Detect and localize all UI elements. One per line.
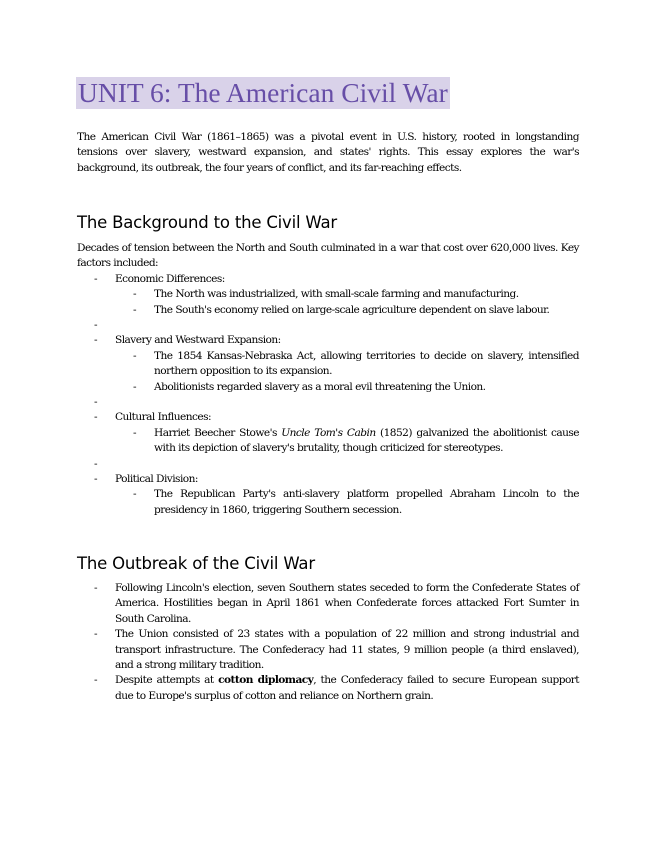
intro-paragraph — [77, 130, 579, 176]
sub-list — [77, 349, 579, 395]
intro-text: The American Civil War (1861–1865) was a pivotal event in U.S. history, rooted in longstanding tensions over slavery, westward expansion, and states' rights. This essay explores the war's background, its outbreak, the four years of conflict, and its far-reaching effects. — [77, 131, 579, 174]
list-item: - Following Lincoln's election, seven Southern states seceded to form the Confederate States of America. Hostilities began in April 1861 when Confederate forces attacked Fort Sumter in South Carolina. — [77, 581, 579, 627]
list-item: - The 1854 Kansas-Nebraska Act, allowing territories to decide on slavery, intensified northern opposition to its expansion. — [77, 349, 579, 380]
factor-slavery — [77, 333, 579, 395]
factor-label: Slavery and Westward Expansion: — [115, 334, 281, 347]
factor-political — [77, 472, 579, 518]
factor-economic — [77, 272, 579, 318]
list-item: - The Republican Party's anti-slavery platform propelled Abraham Lincoln to the presidency in 1860, triggering Southern secession. — [77, 487, 579, 518]
item-text: Harriet Beecher Stowe's — [154, 426, 282, 439]
factor-label: Economic Differences: — [115, 272, 225, 285]
list-item: - The Union consisted of 23 states with a population of 22 million and strong industrial and transport infrastructure. The Confederacy had 11 states, 9 million people (a third enslaved), and a strong military tradition. — [77, 627, 579, 673]
factor-cultural — [77, 410, 579, 456]
list-item: - The South's economy relied on large-scale agriculture dependent on slave labour. — [77, 303, 579, 318]
background-section — [77, 241, 579, 518]
section-heading-background: The Background to the Civil War — [77, 213, 337, 232]
list-item — [77, 673, 579, 704]
outbreak-section — [77, 581, 579, 704]
sub-list — [77, 287, 579, 318]
page-title: UNIT 6: The American Civil War — [78, 77, 448, 108]
list-item: - Abolitionists regarded slavery as a moral evil threatening the Union. — [77, 380, 579, 395]
list-item — [77, 426, 579, 457]
book-title: Uncle Tom's Cabin — [281, 426, 376, 439]
sub-list — [77, 487, 579, 518]
spacer — [77, 318, 579, 333]
spacer — [77, 457, 579, 472]
item-text: , the Confederacy failed to secure European support due to Europe's surplus of cotton and reliance on Northern grain. — [115, 674, 579, 702]
factor-label: Cultural Influences: — [115, 411, 211, 424]
factor-list — [77, 272, 579, 518]
title-container — [76, 77, 450, 109]
sub-list — [77, 426, 579, 457]
bold-term: cotton diplomacy — [218, 674, 314, 687]
spacer — [77, 395, 579, 410]
item-text: (1852) galvanized the abolitionist cause with its depiction of slavery's brutality, though criticized for stereotypes. — [154, 426, 580, 455]
outbreak-list — [77, 581, 579, 704]
item-text: Despite attempts at — [115, 674, 219, 687]
background-intro: Decades of tension between the North and South culminated in a war that cost over 620,000 lives. Key factors included: — [77, 242, 579, 270]
factor-label: Political Division: — [115, 473, 198, 486]
list-item: - The North was industrialized, with small-scale farming and manufacturing. — [77, 287, 579, 302]
section-heading-outbreak: The Outbreak of the Civil War — [77, 554, 315, 573]
